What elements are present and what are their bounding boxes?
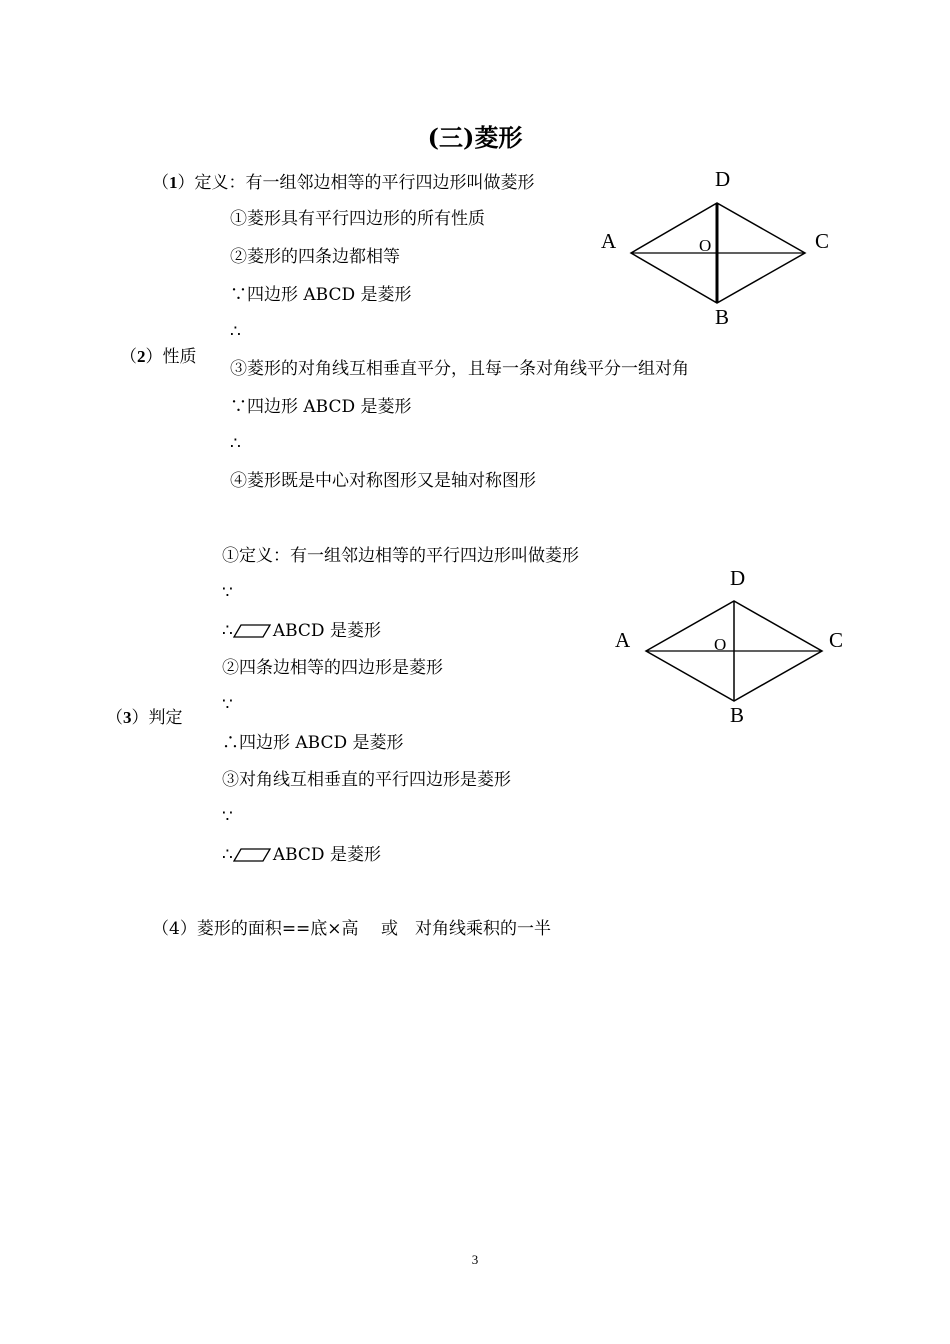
rhombus-diagram-1 [595,165,845,330]
therefore-line-4: ∴四边形 ABCD 是菱形 [222,733,404,753]
paren-open: （ [120,347,137,367]
label-b: B [730,703,745,727]
because-line-4: ∵ [222,695,233,715]
criterion-2: ②四条边相等的四边形是菱形 [222,658,443,678]
parallelogram-icon [233,623,271,639]
therefore-symbol: ∴ [222,621,233,641]
property-4: ④菱形既是中心对称图形又是轴对称图形 [230,471,536,491]
section-3-heading [106,707,183,729]
property-2: ②菱形的四条边都相等 [230,247,400,267]
conclusion-text: ABCD 是菱形 [272,621,381,641]
property-3: ③菱形的对角线互相垂直平分，且每一条对角线平分一组对角 [230,359,689,379]
label-d: D [730,566,746,590]
criterion-3: ③对角线互相垂直的平行四边形是菱形 [222,770,511,790]
label-a: A [601,229,617,253]
because-line-5: ∵ [222,807,233,827]
label-a: A [615,628,631,652]
parallelogram-icon [233,847,271,863]
paren-close: ） [177,173,195,193]
label-d: D [715,167,731,191]
paren-open: （ [152,173,169,193]
because-line-2: ∵四边形 ABCD 是菱形 [230,397,412,417]
label-c: C [815,229,830,253]
paren-close: ） [145,347,163,367]
label-c: C [829,628,844,652]
section-2-heading [120,346,197,368]
property-1: ①菱形具有平行四边形的所有性质 [230,209,485,229]
conclusion-text: ABCD 是菱形 [272,845,381,865]
label-b: B [715,305,730,329]
criterion-1: ①定义：有一组邻边相等的平行四边形叫做菱形 [222,546,579,566]
section-1-definition [152,172,535,194]
section-number: 1 [169,173,178,192]
page-number: 3 [471,1252,479,1267]
therefore-line-5 [222,844,381,866]
section-4-area: （4）菱形的面积==底×高 或 对角线乘积的一半 [152,919,551,939]
therefore-line-1: ∴ [230,322,241,342]
paren-close: ） [131,708,149,728]
section-label: 判定 [148,708,183,728]
page-title: (三)菱形 [427,123,523,152]
label-o: O [714,635,727,654]
section-label: 性质 [162,347,197,367]
because-line-3: ∵ [222,583,233,603]
therefore-symbol: ∴ [222,845,233,865]
rhombus-diagram-2 [610,563,860,728]
because-line-1: ∵四边形 ABCD 是菱形 [230,285,412,305]
therefore-line-3 [222,620,381,642]
therefore-line-2: ∴ [230,434,241,454]
paren-open: （ [106,708,123,728]
section-number: 2 [137,347,146,366]
label-o: O [699,236,712,255]
definition-text: 定义：有一组邻边相等的平行四边形叫做菱形 [194,173,535,193]
section-number: 3 [123,708,132,727]
